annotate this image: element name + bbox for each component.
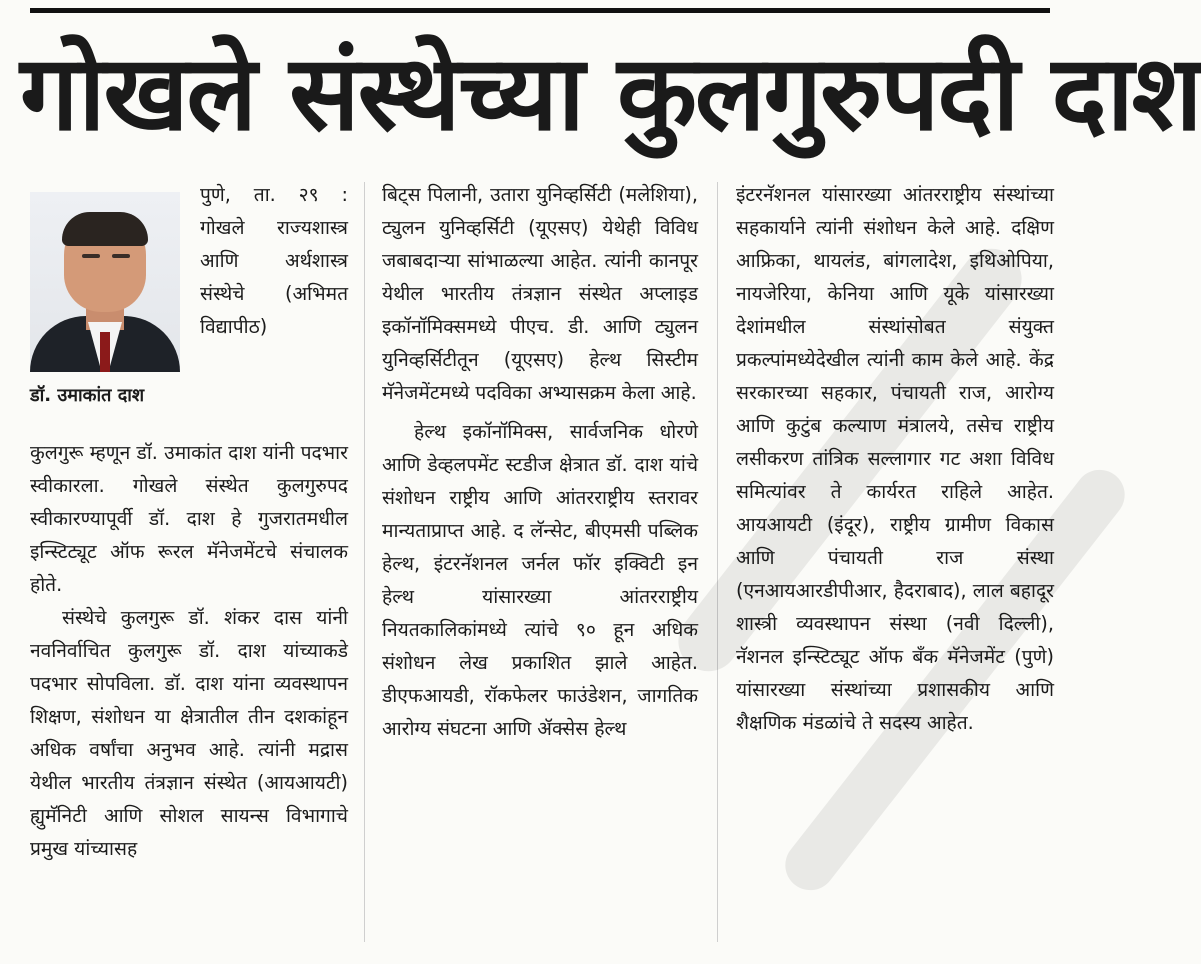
- paragraph: इंटरनॅशनल यांसारख्या आंतरराष्ट्रीय संस्थांच्या सहकार्याने त्यांनी संशोधन केले आहे. दक्षिण आफ्रिका, थायलंड, बांगलादेश, इथिओपिया, नायजेरिया, केनिया आणि यूके यांसारख्या देशांमधील संस्थांसोबत संयुक्त प्रकल्पांमध्येदेखील त्यांनी काम केले आहे. केंद्र सरकारच्या सहकार, पंचायती राज, आरोग्य आणि कुटुंब कल्याण मंत्रालये, तसेच राष्ट्रीय लसीकरण तांत्रिक सल्लागार गट अशा विविध समित्यांवर ते कार्यरत राहिले आहेत. आयआयटी (इंदूर), राष्ट्रीय ग्रामीण विकास आणि पंचायती राज संस्था (एनआयआरडीपीआर, हैदराबाद), लाल बहादूर शास्त्री व्यवस्थापन संस्था (नवी दिल्ली), नॅशनल इन्स्टिट्यूट ऑफ बँक मॅनेजमेंट (पुणे) यांसारख्या संस्थांच्या प्रशासकीय आणि शैक्षणिक मंडळांचे ते सदस्य आहेत.: [736, 183, 1054, 734]
- photo-caption: डॉ. उमाकांत दाश: [30, 385, 145, 406]
- photo-block: [30, 178, 192, 436]
- paragraph: बिट्स पिलानी, उतारा युनिव्हर्सिटी (मलेशिया), ट्युलन युनिव्हर्सिटी (यूएसए) येथेही विविध जबाबदाऱ्या सांभाळल्या आहेत. त्यांनी कानपूर येथील भारतीय तंत्रज्ञान संस्थेत अप्लाइड इकॉनॉमिक्समध्ये पीएच. डी. आणि ट्युलन युनिव्हर्सिटीतून (यूएसए) हेल्थ सिस्टीम मॅनेजमेंटमध्ये पदविका अभ्यासक्रम केला आहे.: [382, 183, 698, 404]
- column-divider: [717, 182, 718, 942]
- paragraph: हेल्थ इकॉनॉमिक्स, सार्वजनिक धोरणे आणि डेव्हलपमेंट स्टडीज क्षेत्रात डॉ. दाश यांचे संशोधन राष्ट्रीय आणि आंतरराष्ट्रीय स्तरावर मान्यताप्राप्त आहे. द लॅन्सेट, बीएमसी पब्लिक हेल्थ, इंटरनॅशनल जर्नल फॉर इक्विटी इन हेल्थ यांसारख्या आंतरराष्ट्रीय नियतकालिकांमध्ये त्यांचे ९० हून अधिक संशोधन लेख प्रकाशित झाले आहेत. डीएफआयडी, रॉकफेलर फाउंडेशन, जागतिक आरोग्य संघटना आणि ॲक्सेस हेल्थ: [382, 420, 698, 740]
- paragraph: कुलगुरू म्हणून डॉ. उमाकांत दाश यांनी पदभार स्वीकारला. गोखले संस्थेत कुलगुरुपद स्वीकारण्यापूर्वी डॉ. दाश हे गुजरातमधील इन्स्टिट्यूट ऑफ रूरल मॅनेजमेंटचे संचालक होते.: [30, 441, 348, 596]
- column-divider: [364, 182, 365, 942]
- portrait-photo: [30, 192, 180, 372]
- dateline: पुणे, ता. २९ : गोखले राज्यशास्त्र आणि अर्थशास्त्र संस्थेचे (अभिमत विद्यापीठ): [200, 183, 348, 338]
- article-column-1: [30, 178, 348, 865]
- paragraph: संस्थेचे कुलगुरू डॉ. शंकर दास यांनी नवनिर्वाचित कुलगुरू डॉ. दाश यांच्याकडे पदभार सोपविला. डॉ. दाश यांना व्यवस्थापन शिक्षण, संशोधन या क्षेत्रातील तीन दशकांहून अधिक वर्षांचा अनुभव आहे. त्यांनी मद्रास येथील भारतीय तंत्रज्ञान संस्थेत (आयआयटी) ह्युमॅनिटी आणि सोशल सायन्स विभागाचे प्रमुख यांच्यासह: [30, 606, 348, 860]
- headline: गोखले संस्थेच्या कुलगुरुपदी दाश: [20, 32, 1201, 154]
- top-rule: [30, 8, 1050, 13]
- article-column-2: [382, 178, 698, 745]
